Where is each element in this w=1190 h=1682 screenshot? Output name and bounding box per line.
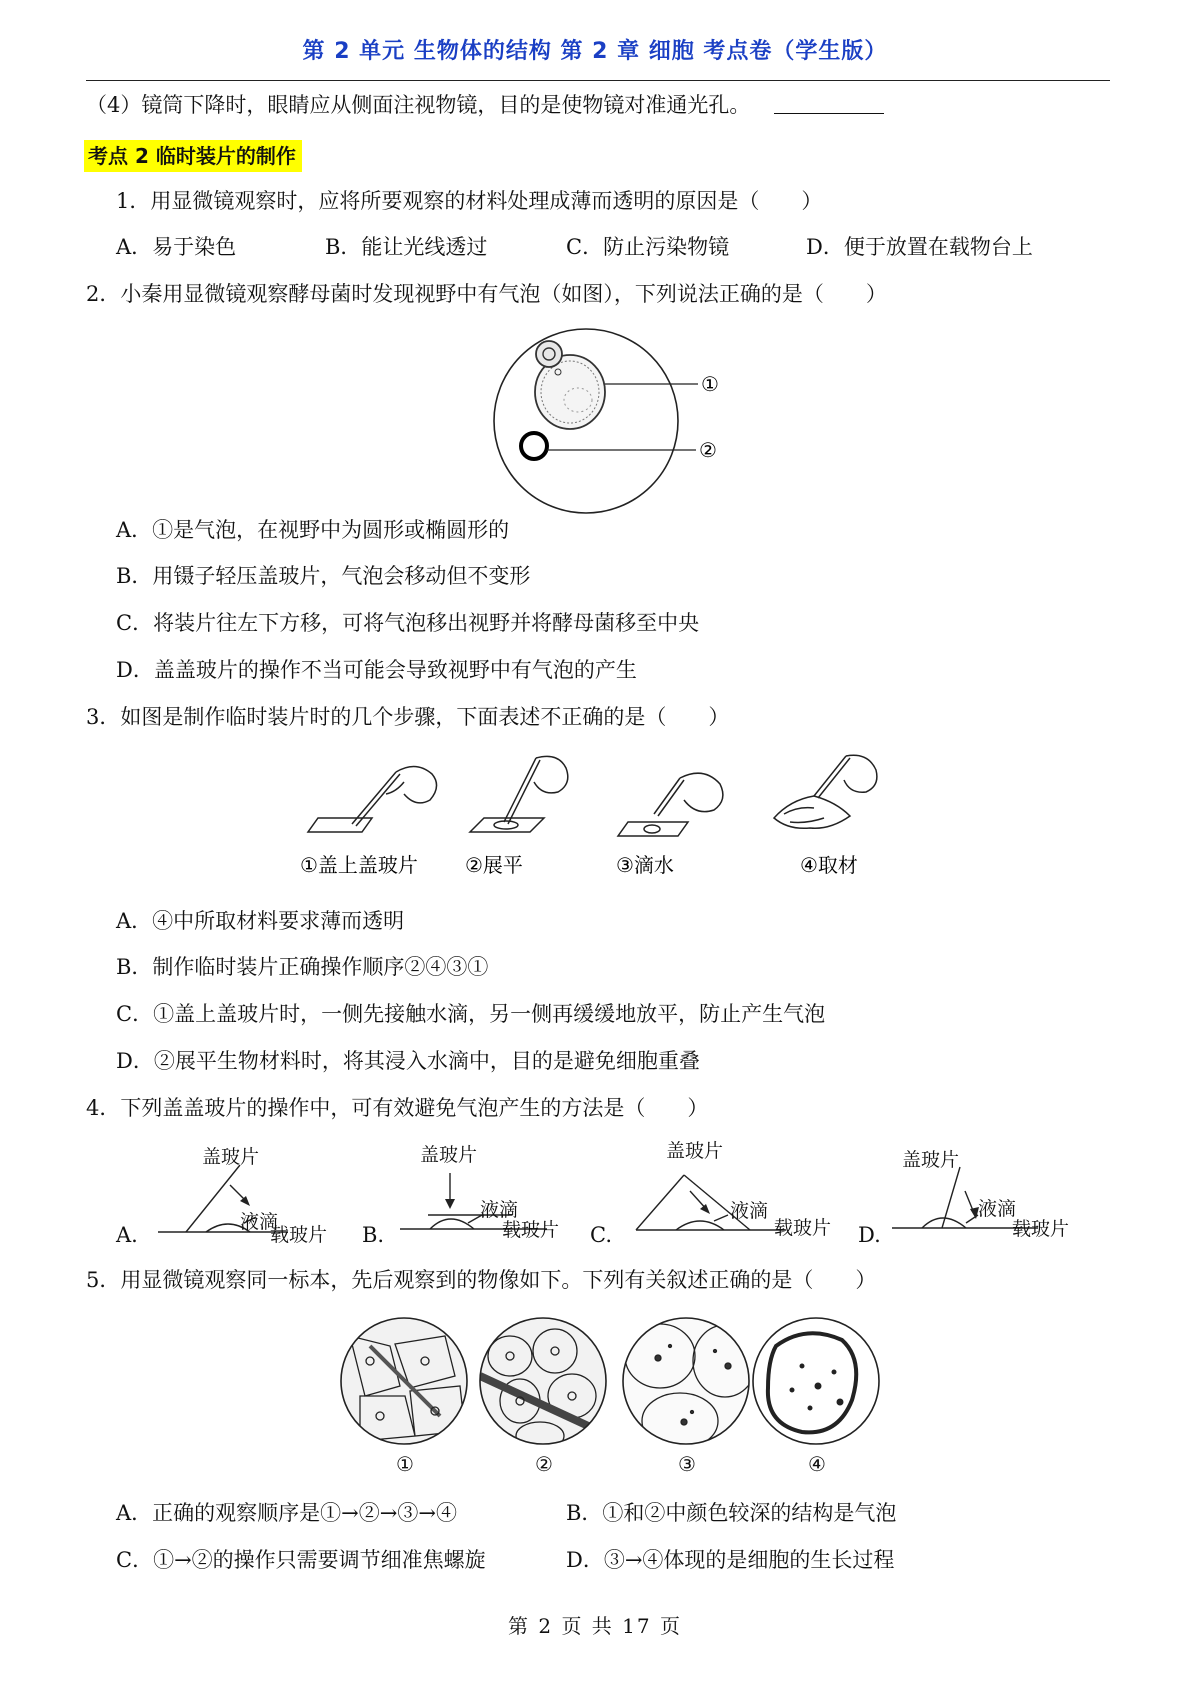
step-2-spread-illustration — [470, 756, 568, 832]
page-title: 第 2 单元 生物体的结构 第 2 章 细胞 考点卷（学生版） — [302, 39, 888, 64]
q1-option-d[interactable]: D．便于放置在载物台上 — [806, 235, 1033, 259]
q4-c-cover-label: 盖玻片 — [666, 1140, 724, 1162]
header-divider — [86, 80, 1110, 81]
q2-option-b[interactable]: B．用镊子轻压盖玻片，气泡会移动但不变形 — [116, 564, 531, 588]
q5-option-b[interactable]: B．①和②中颜色较深的结构是气泡 — [566, 1501, 897, 1525]
section-title: 考点 2 临时装片的制作 — [84, 140, 302, 172]
q5-microscope-images-figure — [340, 1316, 880, 1476]
q3-option-c[interactable]: C．①盖上盖玻片时，一侧先接触水滴，另一侧再缓缓地放平，防止产生气泡 — [116, 1002, 826, 1026]
step-4-label: ④取材 — [800, 853, 858, 877]
yeast-bud — [536, 341, 562, 367]
q4-b-cover-label: 盖玻片 — [420, 1144, 478, 1166]
image-2-label: ② — [535, 1452, 553, 1476]
label-1: ① — [701, 372, 719, 396]
q2-option-a[interactable]: A．①是气泡，在视野中为圆形或椭圆形的 — [116, 518, 510, 542]
q3-stem: 3．如图是制作临时装片时的几个步骤，下面表述不正确的是（ ） — [86, 705, 730, 729]
answer-blank[interactable] — [774, 93, 884, 114]
q4-option-c[interactable]: C. — [590, 1223, 612, 1245]
q1-option-b[interactable]: B．能让光线透过 — [325, 235, 488, 259]
q4-coverslip-options-figure — [110, 1135, 1090, 1245]
step-1-label: ①盖上盖玻片 — [300, 853, 418, 877]
image-4-label: ④ — [808, 1452, 826, 1476]
q4-d-slide-label: 载玻片 — [1012, 1218, 1070, 1240]
q4-option-b[interactable]: B. — [362, 1223, 385, 1245]
step-3-label: ③滴水 — [616, 853, 674, 877]
q4-option-a[interactable]: A. — [116, 1223, 138, 1245]
image-3-label: ③ — [678, 1452, 696, 1476]
image-4-single-cell — [753, 1318, 879, 1444]
q5-option-a[interactable]: A．正确的观察顺序是①→②→③→④ — [116, 1501, 457, 1525]
step-3-water-drop-illustration — [618, 773, 723, 836]
q5-stem: 5．用显微镜观察同一标本，先后观察到的物像如下。下列有关叙述正确的是（ ） — [86, 1268, 877, 1292]
q4-a-cover-label: 盖玻片 — [202, 1146, 260, 1168]
q5-option-d[interactable]: D．③→④体现的是细胞的生长过程 — [566, 1548, 895, 1572]
label-2: ② — [699, 438, 717, 462]
q1-stem: 1．用显微镜观察时，应将所要观察的材料处理成薄而透明的原因是（ ） — [116, 189, 823, 213]
step-2-label: ②展平 — [465, 853, 523, 877]
q5-option-c[interactable]: C．①→②的操作只需要调节细准焦螺旋 — [116, 1548, 486, 1572]
q3-option-a[interactable]: A．④中所取材料要求薄而透明 — [116, 909, 405, 933]
q4-d-cover-label: 盖玻片 — [902, 1149, 960, 1171]
q1-option-c[interactable]: C．防止污染物镜 — [566, 235, 730, 259]
q4-stem: 4．下列盖盖玻片的操作中，可有效避免气泡产生的方法是（ ） — [86, 1096, 709, 1120]
image-1-label: ① — [396, 1452, 414, 1476]
q3-steps-figure — [300, 752, 940, 892]
q4-option-d[interactable]: D. — [858, 1223, 881, 1245]
q4-b-drop-label: 液滴 — [480, 1199, 519, 1221]
page-number: 第 2 页 共 17 页 — [508, 1614, 682, 1638]
air-bubble — [521, 433, 547, 459]
q3-option-b[interactable]: B．制作临时装片正确操作顺序②④③① — [116, 955, 489, 979]
q1-option-a[interactable]: A．易于染色 — [116, 235, 237, 259]
step-4-take-material-illustration — [774, 755, 877, 828]
q2-option-d[interactable]: D．盖盖玻片的操作不当可能会导致视野中有气泡的产生 — [116, 658, 637, 682]
prev-item-4 — [86, 91, 884, 119]
q4-c-slide-label: 载玻片 — [774, 1217, 832, 1239]
q2-microscope-field-figure — [488, 328, 758, 514]
q3-option-d[interactable]: D．②展平生物材料时，将其浸入水滴中，目的是避免细胞重叠 — [116, 1049, 700, 1073]
q4-d-drop-label: 液滴 — [978, 1198, 1017, 1220]
q4-c-drop-label: 液滴 — [730, 1200, 769, 1222]
q2-stem: 2．小秦用显微镜观察酵母菌时发现视野中有气泡（如图），下列说法正确的是（ ） — [86, 282, 887, 306]
q2-option-c[interactable]: C．将装片往左下方移，可将气泡移出视野并将酵母菌移至中央 — [116, 611, 700, 635]
step-1-cover-slip-illustration — [308, 766, 437, 832]
q4-a-slide-label: 载玻片 — [270, 1224, 328, 1245]
prev-item-4-text: （4）镜筒下降时，眼睛应从侧面注视物镜，目的是使物镜对准通光孔。 — [86, 93, 751, 117]
q4-a-drop-label: 液滴 — [240, 1211, 279, 1233]
q4-b-slide-label: 载玻片 — [502, 1219, 560, 1241]
